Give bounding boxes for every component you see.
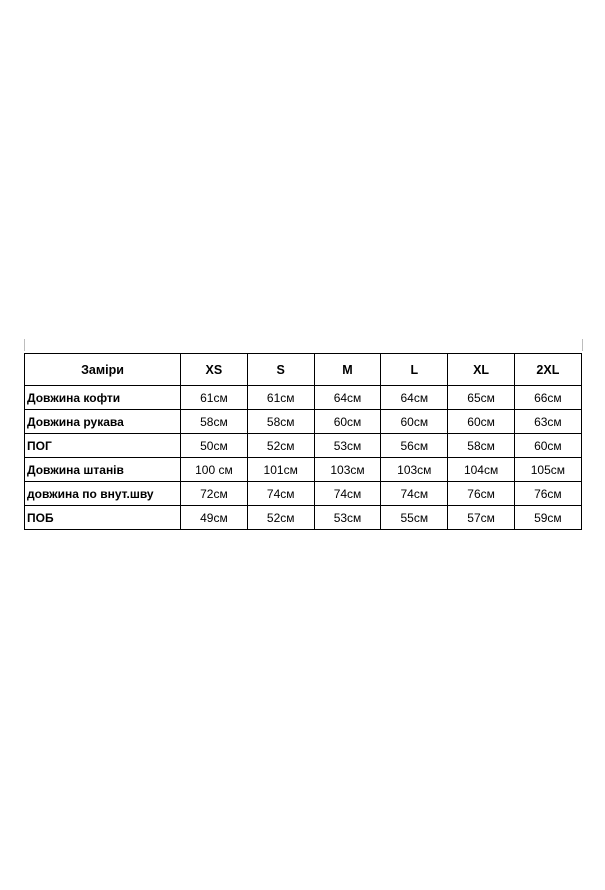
table-cell: 60см xyxy=(514,434,581,458)
table-cell: 104см xyxy=(448,458,515,482)
header-size-xs: XS xyxy=(181,354,248,386)
table-cell: 59см xyxy=(514,506,581,530)
table-cell: 72см xyxy=(181,482,248,506)
size-chart-table xyxy=(24,353,582,530)
table-cell: 66см xyxy=(514,386,581,410)
table-cell: 101см xyxy=(247,458,314,482)
table-cell: 74см xyxy=(247,482,314,506)
table-cell: 58см xyxy=(181,410,248,434)
header-size-2xl: 2XL xyxy=(514,354,581,386)
header-size-s: S xyxy=(247,354,314,386)
table-row xyxy=(25,482,582,506)
header-size-l: L xyxy=(381,354,448,386)
table-cell: 57см xyxy=(448,506,515,530)
row-label: Довжина рукава xyxy=(25,410,181,434)
table-cell: 60см xyxy=(314,410,381,434)
table-cell: 58см xyxy=(247,410,314,434)
table-cell: 74см xyxy=(381,482,448,506)
header-size-xl: XL xyxy=(448,354,515,386)
table-cell: 52см xyxy=(247,434,314,458)
table-cell: 58см xyxy=(448,434,515,458)
table-cell: 105см xyxy=(514,458,581,482)
header-row xyxy=(25,354,582,386)
table-cell: 56см xyxy=(381,434,448,458)
table-cell: 63см xyxy=(514,410,581,434)
table-cell: 53см xyxy=(314,506,381,530)
left-edge-mark xyxy=(24,339,25,351)
table-cell: 61см xyxy=(247,386,314,410)
table-cell: 103см xyxy=(314,458,381,482)
header-measurements: Заміри xyxy=(25,354,181,386)
table-row xyxy=(25,458,582,482)
table-cell: 49см xyxy=(181,506,248,530)
table-cell: 60см xyxy=(448,410,515,434)
table-cell: 55см xyxy=(381,506,448,530)
table-cell: 53см xyxy=(314,434,381,458)
table-cell: 50см xyxy=(181,434,248,458)
row-label: ПОБ xyxy=(25,506,181,530)
row-label: ПОГ xyxy=(25,434,181,458)
right-edge-mark xyxy=(582,339,583,351)
table-row xyxy=(25,506,582,530)
table-cell: 65см xyxy=(448,386,515,410)
table-cell: 100 см xyxy=(181,458,248,482)
row-label: Довжина штанів xyxy=(25,458,181,482)
row-label: довжина по внут.шву xyxy=(25,482,181,506)
header-size-m: M xyxy=(314,354,381,386)
table-row xyxy=(25,410,582,434)
table-cell: 64см xyxy=(314,386,381,410)
table-cell: 103см xyxy=(381,458,448,482)
table-row xyxy=(25,434,582,458)
table-cell: 64см xyxy=(381,386,448,410)
row-label: Довжина кофти xyxy=(25,386,181,410)
table-row xyxy=(25,386,582,410)
table-cell: 76см xyxy=(514,482,581,506)
table-cell: 52см xyxy=(247,506,314,530)
table-cell: 74см xyxy=(314,482,381,506)
table-cell: 61см xyxy=(181,386,248,410)
table-cell: 76см xyxy=(448,482,515,506)
table-cell: 60см xyxy=(381,410,448,434)
